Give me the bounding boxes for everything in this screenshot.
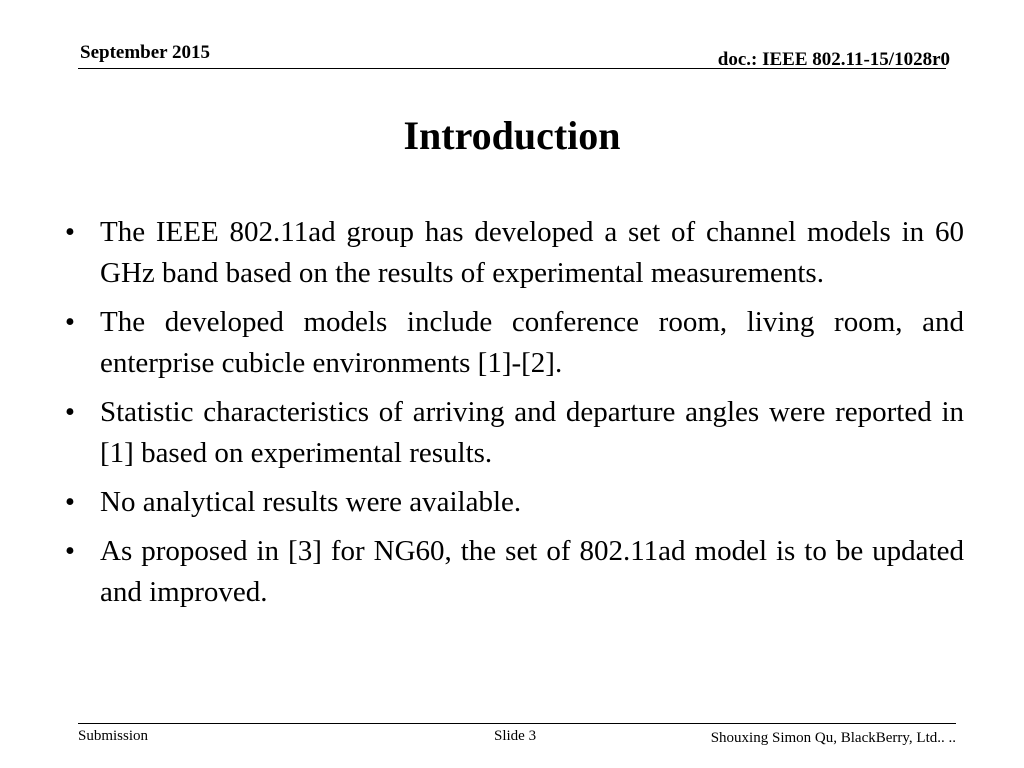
bullet-icon: •: [64, 396, 76, 428]
bullet-item: [60, 302, 964, 384]
header-doc-id: doc.: IEEE 802.11-15/1028r0: [717, 49, 950, 70]
bullet-item: [60, 482, 964, 523]
bullet-text: The IEEE 802.11ad group has developed a set of channel models in 60 GHz band based on the results of experimental measurements.: [100, 216, 964, 289]
footer-submission: Submission: [78, 728, 149, 744]
bullet-text: As proposed in [3] for NG60, the set of 802.11ad model is to be updated and improved.: [100, 535, 964, 608]
bullet-list: [60, 212, 964, 621]
footer-slide-number: Slide 3: [494, 728, 537, 744]
header-divider: [78, 68, 946, 69]
bullet-item: [60, 531, 964, 613]
bullet-text: Statistic characteristics of arriving and departure angles were reported in [1] based on experimental results.: [100, 396, 964, 469]
slide-title: Introduction: [403, 113, 621, 158]
bullet-icon: •: [64, 486, 76, 518]
bullet-text: No analytical results were available.: [100, 486, 522, 518]
header-date: September 2015: [80, 42, 210, 63]
bullet-icon: •: [64, 216, 76, 248]
bullet-icon: •: [64, 535, 76, 567]
bullet-item: [60, 212, 964, 294]
footer-author: Shouxing Simon Qu, BlackBerry, Ltd.. ..: [710, 730, 956, 746]
bullet-icon: •: [64, 306, 76, 338]
bullet-item: [60, 392, 964, 474]
bullet-text: The developed models include conference room, living room, and enterprise cubicle environments [1]-[2].: [100, 306, 964, 379]
footer-divider: [78, 723, 956, 724]
